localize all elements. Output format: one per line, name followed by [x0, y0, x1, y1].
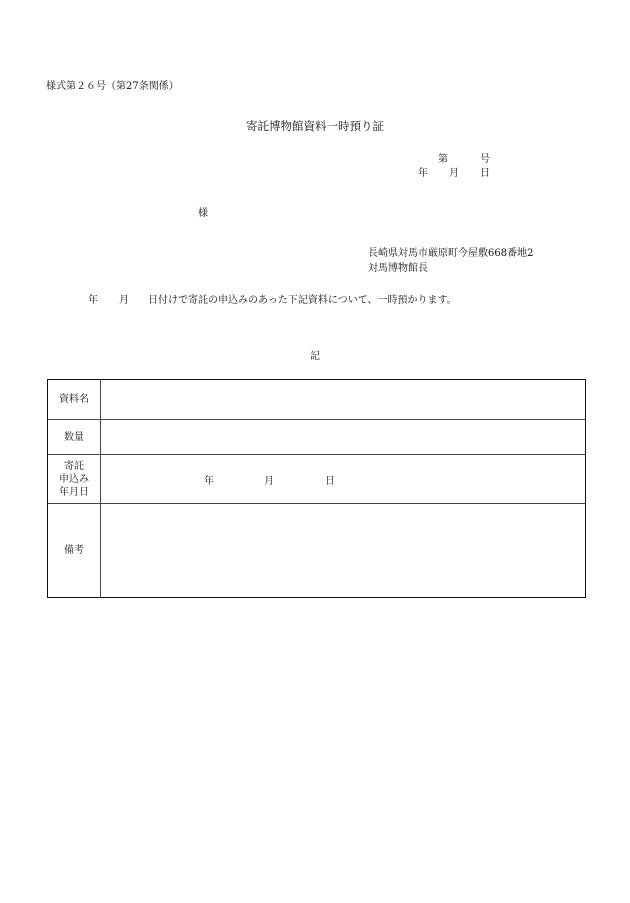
notice-ki: 記: [310, 351, 320, 362]
application-date-field[interactable]: [101, 455, 585, 503]
body-text: 日付けで寄託の申込みのあった下記資料について、一時預かります。: [148, 295, 457, 306]
issuer-address: 長崎県対馬市厳原町今屋敷668番地2: [368, 248, 534, 259]
issue-date-month-unit: 月: [449, 168, 459, 179]
table-row-material-name: [48, 380, 585, 420]
application-date-label-line-3: 年月日: [59, 486, 89, 498]
issue-number-prefix: 第: [438, 154, 448, 165]
form-number: 様式第２６号（第27条関係）: [46, 81, 179, 92]
body-year-unit: 年: [88, 295, 98, 306]
application-date-month-unit: 月: [264, 476, 274, 487]
table-row-quantity: [48, 420, 585, 455]
remarks-field[interactable]: [101, 504, 585, 597]
table-row-remarks: [48, 504, 585, 597]
issue-date-year-unit: 年: [418, 168, 428, 179]
quantity-label: 数量: [48, 420, 101, 454]
document-title: 寄託博物館資料一時預り証: [246, 119, 384, 133]
table-row-application-date: [48, 455, 585, 504]
application-date-year-unit: 年: [204, 476, 214, 487]
application-date-label: [48, 455, 101, 503]
application-date-day-unit: 日: [325, 476, 335, 487]
record-table: [47, 379, 586, 598]
material-name-label: 資料名: [48, 380, 101, 419]
issuer-name: 対馬博物館長: [368, 263, 428, 274]
issue-number-suffix: 号: [480, 154, 490, 165]
recipient-honorific: 様: [198, 208, 208, 219]
quantity-field[interactable]: [101, 420, 585, 454]
issue-date-day-unit: 日: [480, 168, 490, 179]
body-month-unit: 月: [119, 295, 129, 306]
material-name-field[interactable]: [101, 380, 585, 419]
application-date-label-line-1: 寄託: [64, 460, 84, 472]
application-date-label-line-2: 申込み: [59, 473, 89, 485]
remarks-label: 備考: [48, 504, 101, 597]
